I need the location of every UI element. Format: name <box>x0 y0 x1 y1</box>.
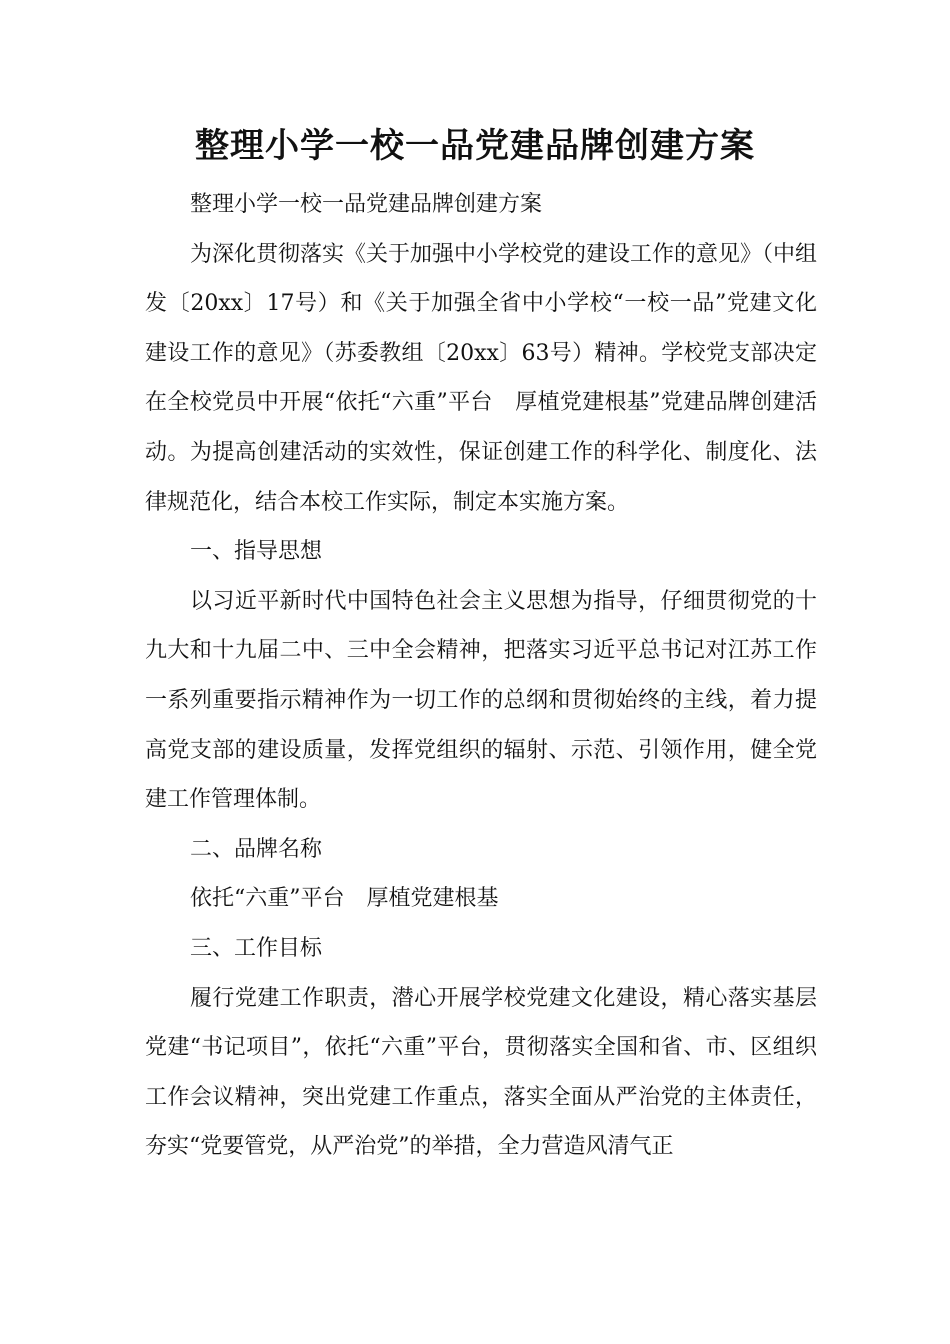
subtitle-paragraph: 整理小学一校一品党建品牌创建方案 <box>190 192 543 217</box>
guiding-ideology-paragraph: 以习近平新时代中国特色社会主义思想为指导，仔细贯彻党的十九大和十九届二中、三中全会精神，把落实习近平总书记对江苏工作一系列重要指示精神作为一切工作的总纲和贯彻始终的主线，着力提高党支部的建设质量，发挥党组织的辐射、示范、引领作用，健全党建工作管理体制。 <box>145 588 817 813</box>
section-heading-work-goals: 三、工作目标 <box>190 935 323 961</box>
document-title: 整理小学一校一品党建品牌创建方案 <box>195 126 755 166</box>
work-goals-paragraph: 履行党建工作职责，潜心开展学校党建文化建设，精心落实基层党建“书记项目”，依托“六重”平台，贯彻落实全国和省、市、区组织工作会议精神，突出党建工作重点，落实全面从严治党的主体责任，夯实“党要管党，从严治党”的举措，全力营造风清气正 <box>145 985 817 1160</box>
brand-name-paragraph: 依托“六重”平台 厚植党建根基 <box>190 886 499 912</box>
section-heading-brand-name: 二、品牌名称 <box>190 836 323 862</box>
intro-paragraph: 为深化贯彻落实《关于加强中小学校党的建设工作的意见》（中组发〔20xx〕17号）和《关于加强全省中小学校“一校一品”党建文化建设工作的意见》（苏委教组〔20xx〕63号）精神。学校党支部决定在全校党员中开展“依托“六重”平台 厚植党建根基”党建品牌创建活动。为提高创建活动的实效性，保证创建工作的科学化、制度化、法律规范化，结合本校工作实际，制定本实施方案。 <box>145 241 818 515</box>
section-heading-guiding-ideology: 一、指导思想 <box>190 539 323 565</box>
document-body <box>145 180 817 1172</box>
